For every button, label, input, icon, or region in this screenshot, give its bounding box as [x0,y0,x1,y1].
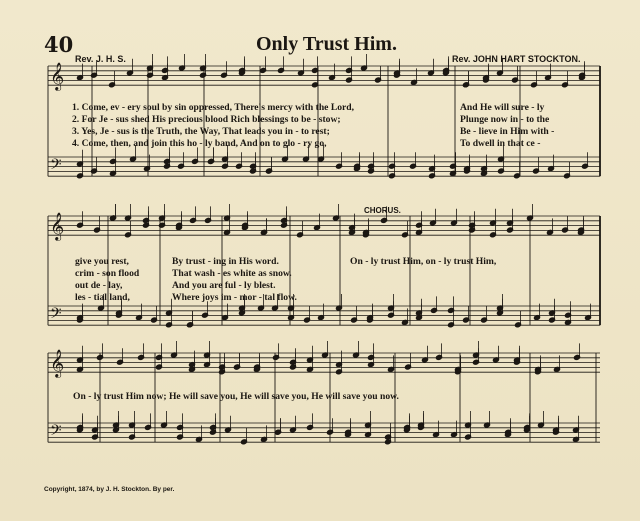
verse-1-line-1: 1. Come, ev - ery soul by sin oppressed, There's mercy with the Lord, [72,102,355,113]
music-credit: Rev. JOHN HART STOCKTON. [452,54,581,64]
words-credit: Rev. J. H. S. [75,54,126,64]
bass-clef-icon: 𝄢 [50,305,62,326]
chorus-label: CHORUS. [364,206,401,215]
verse-2-line-1: 2. For Je - sus shed His precious blood Rich blessings to be - stow; [72,114,341,125]
chorus-line-1: On - ly trust Him, on - ly trust Him, [350,256,497,267]
verse-3-line-2-mid: And you are ful - ly blest. [172,280,276,291]
verse-4-line-2-mid: Where joys im - mor - tal flow. [172,292,297,303]
verse-4-line-2: les - tial land, [75,292,130,303]
verse-3-line-1-end: Be - lieve in Him with - [460,126,555,137]
verse-3-line-2: out de - lay, [75,280,123,291]
verse-3-line-1: 3. Yes, Je - sus is the Truth, the Way, That leads you in - to rest; [72,126,330,137]
hymn-title: Only Trust Him. [256,33,397,55]
treble-clef-icon: 𝄞 [50,212,65,240]
verse-4-line-1: 4. Come, then, and join this ho - ly band, And on to glo - ry go, [72,138,327,149]
treble-clef-icon: 𝄞 [50,349,65,377]
verse-1-line-1-end: And He will sure - ly [460,102,545,113]
page-number: 40 [44,32,74,57]
verse-2-line-1-end: Plunge now in - to the [460,114,550,125]
verse-2-line-2: crim - son flood [75,268,140,279]
verse-1-line-2-mid: By trust - ing in His word. [172,256,279,267]
verse-4-line-1-end: To dwell in that ce - [460,138,541,149]
verse-2-line-2-mid: That wash - es white as snow. [172,268,292,279]
copyright-notice: Copyright, 1874, by J. H. Stockton. By per. [44,486,175,493]
chorus-line-2: On - ly trust Him now; He will save you, He will save you, He will save you now. [73,391,399,402]
verse-1-line-2: give you rest, [75,256,129,267]
treble-clef-icon: 𝄞 [50,62,65,90]
bass-clef-icon: 𝄢 [50,422,62,443]
bass-clef-icon: 𝄢 [50,156,62,177]
